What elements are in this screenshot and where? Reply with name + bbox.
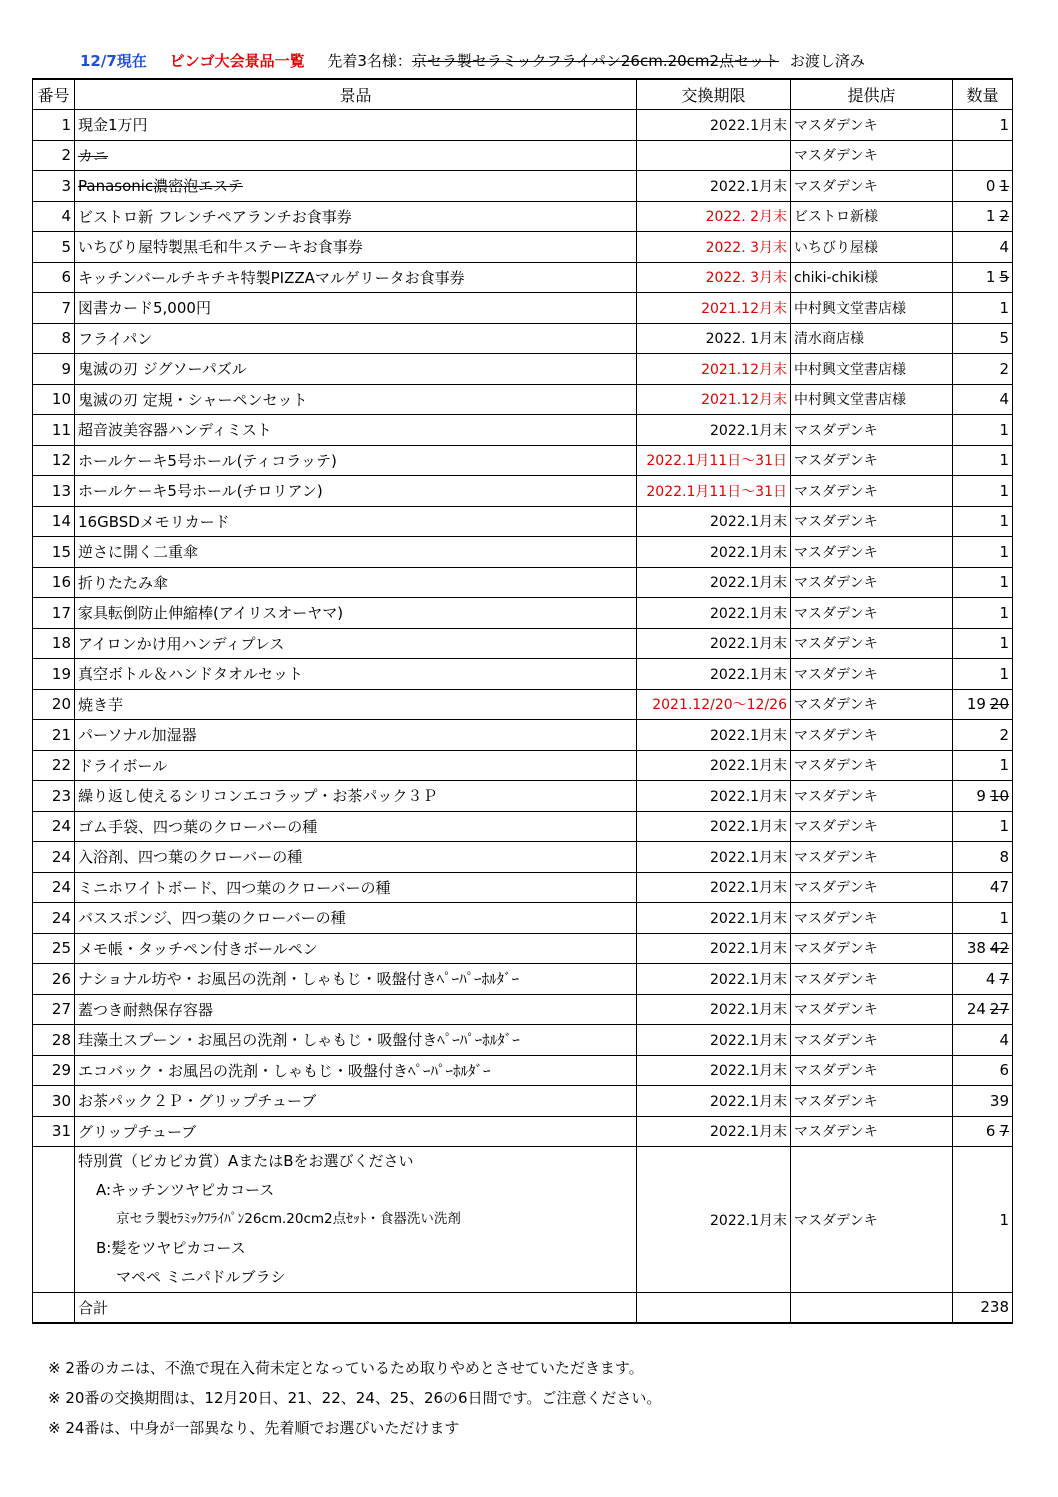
table-header-row — [33, 79, 1013, 110]
special-line-5: マペペ ミニパドルブラシ — [116, 1268, 286, 1286]
prize-name: パーソナル加湿器 — [75, 720, 637, 751]
exchange-deadline: 2022.1月末 — [637, 628, 791, 659]
header-note-item: 京セラ製セラミックフライパン26cm.20cm2点セット — [411, 52, 780, 70]
prize-name: フライパン — [75, 323, 637, 354]
row-number: 20 — [33, 689, 75, 720]
table-row — [33, 659, 1013, 690]
exchange-deadline: 2022.1月末 — [637, 1116, 791, 1147]
quantity — [953, 415, 1013, 446]
quantity — [953, 262, 1013, 293]
quantity-current: 2 — [999, 725, 1009, 744]
quantity — [953, 476, 1013, 507]
table-row — [33, 567, 1013, 598]
exchange-deadline: 2022.1月末 — [637, 872, 791, 903]
table-row — [33, 293, 1013, 324]
quantity-current: 8 — [999, 847, 1009, 866]
row-number: 21 — [33, 720, 75, 751]
quantity-current: 1 — [999, 542, 1009, 561]
row-number: 15 — [33, 537, 75, 568]
row-number: 18 — [33, 628, 75, 659]
special-line-1: 特別賞（ピカピカ賞）AまたはBをお選びください — [78, 1152, 414, 1170]
special-prize-row — [33, 1147, 1013, 1293]
exchange-deadline: 2022.1月11日～31日 — [637, 445, 791, 476]
table-body — [33, 110, 1013, 1147]
prize-name: エコバック・お風呂の洗剤・しゃもじ・吸盤付きﾍﾟｰﾊﾟｰﾎﾙﾀﾞｰ — [75, 1055, 637, 1086]
quantity — [953, 964, 1013, 995]
quantity — [953, 171, 1013, 202]
provider-shop: マスダデンキ — [791, 628, 953, 659]
quantity-old-struck: 27 — [989, 1000, 1009, 1019]
table-row — [33, 781, 1013, 812]
quantity — [953, 384, 1013, 415]
prize-name: 16GBSDメモリカード — [75, 506, 637, 537]
exchange-deadline: 2021.12/20～12/26 — [637, 689, 791, 720]
special-prize-cell — [75, 1147, 637, 1293]
quantity-current: 4 — [985, 969, 996, 988]
provider-shop: マスダデンキ — [791, 1055, 953, 1086]
table-row — [33, 506, 1013, 537]
total-no-cell — [33, 1293, 75, 1323]
provider-shop: マスダデンキ — [791, 933, 953, 964]
quantity — [953, 811, 1013, 842]
table-row — [33, 720, 1013, 751]
quantity — [953, 445, 1013, 476]
quantity — [953, 1025, 1013, 1056]
quantity — [953, 293, 1013, 324]
exchange-deadline: 2022.1月末 — [637, 567, 791, 598]
quantity-current: 1 — [999, 664, 1009, 683]
table-row — [33, 323, 1013, 354]
quantity — [953, 323, 1013, 354]
exchange-deadline: 2022.1月末 — [637, 964, 791, 995]
exchange-deadline: 2022.1月末 — [637, 720, 791, 751]
provider-shop: マスダデンキ — [791, 872, 953, 903]
table-row — [33, 1086, 1013, 1117]
table-row — [33, 537, 1013, 568]
quantity-old-struck: 5 — [999, 268, 1009, 287]
quantity-current: 2 — [999, 359, 1009, 378]
row-number: 24 — [33, 842, 75, 873]
prize-name: 蓋つき耐熱保存容器 — [75, 994, 637, 1025]
special-line-4: B:髪をツヤピカコース — [96, 1239, 246, 1257]
provider-shop: いちびり屋様 — [791, 232, 953, 263]
row-number: 19 — [33, 659, 75, 690]
exchange-deadline: 2022. 3月末 — [637, 262, 791, 293]
row-number: 27 — [33, 994, 75, 1025]
quantity — [953, 1086, 1013, 1117]
row-number: 7 — [33, 293, 75, 324]
provider-shop: マスダデンキ — [791, 171, 953, 202]
prize-name: 鬼滅の刃 ジグソーパズル — [75, 354, 637, 385]
header-note-status: お渡し済み — [789, 52, 865, 70]
table-row — [33, 750, 1013, 781]
prize-name: ミニホワイトボード、四つ葉のクローバーの種 — [75, 872, 637, 903]
special-shop: マスダデンキ — [791, 1147, 953, 1293]
table-row — [33, 262, 1013, 293]
quantity-current: 1 — [999, 908, 1009, 927]
provider-shop: マスダデンキ — [791, 811, 953, 842]
row-number: 9 — [33, 354, 75, 385]
quantity — [953, 537, 1013, 568]
table-row — [33, 110, 1013, 141]
table-row — [33, 1116, 1013, 1147]
quantity-current: 4 — [999, 1030, 1009, 1049]
quantity-current: 1 — [999, 634, 1009, 653]
special-line-2: A:キッチンツヤピカコース — [96, 1181, 275, 1199]
row-number: 24 — [33, 903, 75, 934]
total-row — [33, 1293, 1013, 1323]
quantity-current: 1 — [999, 420, 1009, 439]
row-number: 24 — [33, 872, 75, 903]
quantity — [953, 933, 1013, 964]
prize-name: 折りたたみ傘 — [75, 567, 637, 598]
prize-name: 焼き芋 — [75, 689, 637, 720]
provider-shop: マスダデンキ — [791, 598, 953, 629]
exchange-deadline: 2022.1月末 — [637, 659, 791, 690]
quantity-current: 1 — [999, 817, 1009, 836]
provider-shop: 中村興文堂書店様 — [791, 293, 953, 324]
prize-name: 超音波美容器ハンディミスト — [75, 415, 637, 446]
col-header-no: 番号 — [33, 79, 75, 110]
quantity — [953, 598, 1013, 629]
provider-shop: chiki-chiki様 — [791, 262, 953, 293]
exchange-deadline: 2022.1月末 — [637, 1086, 791, 1117]
exchange-deadline: 2021.12月末 — [637, 384, 791, 415]
prize-name: バススポンジ、四つ葉のクローバーの種 — [75, 903, 637, 934]
exchange-deadline: 2022.1月末 — [637, 1025, 791, 1056]
quantity — [953, 720, 1013, 751]
quantity-current: 0 — [985, 176, 996, 195]
row-number: 4 — [33, 201, 75, 232]
provider-shop: マスダデンキ — [791, 140, 953, 171]
provider-shop: マスダデンキ — [791, 842, 953, 873]
quantity — [953, 903, 1013, 934]
prize-name: いちびり屋特製黒毛和牛ステーキお食事券 — [75, 232, 637, 263]
provider-shop: マスダデンキ — [791, 506, 953, 537]
provider-shop: 清水商店様 — [791, 323, 953, 354]
prize-name: ナショナル坊や・お風呂の洗剤・しゃもじ・吸盤付きﾍﾟｰﾊﾟｰﾎﾙﾀﾞｰ — [75, 964, 637, 995]
exchange-deadline: 2022.1月末 — [637, 994, 791, 1025]
prize-name: 入浴剤、四つ葉のクローバーの種 — [75, 842, 637, 873]
exchange-deadline: 2022.1月末 — [637, 537, 791, 568]
quantity — [953, 506, 1013, 537]
row-number: 30 — [33, 1086, 75, 1117]
provider-shop: マスダデンキ — [791, 964, 953, 995]
quantity-current: 1 — [985, 268, 996, 287]
table-row — [33, 811, 1013, 842]
row-number: 24 — [33, 811, 75, 842]
quantity — [953, 140, 1013, 171]
special-no-cell — [33, 1147, 75, 1293]
provider-shop: マスダデンキ — [791, 537, 953, 568]
col-header-qty: 数量 — [953, 79, 1013, 110]
provider-shop: マスダデンキ — [791, 659, 953, 690]
row-number: 1 — [33, 110, 75, 141]
quantity-current: 38 — [966, 939, 986, 958]
prize-name: お茶パック２Ｐ・グリップチューブ — [75, 1086, 637, 1117]
quantity-current: 1 — [999, 298, 1009, 317]
quantity — [953, 994, 1013, 1025]
prize-name: ゴム手袋、四つ葉のクローバーの種 — [75, 811, 637, 842]
quantity-old-struck: 1 — [999, 176, 1009, 195]
exchange-deadline: 2022.1月末 — [637, 933, 791, 964]
prize-name: 珪藻土スプーン・お風呂の洗剤・しゃもじ・吸盤付きﾍﾟｰﾊﾟｰﾎﾙﾀﾞｰ — [75, 1025, 637, 1056]
quantity-old-struck: 42 — [989, 939, 1009, 958]
prize-name: 鬼滅の刃 定規・シャーペンセット — [75, 384, 637, 415]
header-note-prefix: 先着3名様： — [327, 52, 412, 70]
table-row — [33, 628, 1013, 659]
quantity — [953, 628, 1013, 659]
exchange-deadline: 2022.1月末 — [637, 842, 791, 873]
row-number: 25 — [33, 933, 75, 964]
row-number: 26 — [33, 964, 75, 995]
exchange-deadline: 2022.1月末 — [637, 506, 791, 537]
prize-name: キッチンバールチキチキ特製PIZZAマルゲリータお食事券 — [75, 262, 637, 293]
exchange-deadline: 2022. 3月末 — [637, 232, 791, 263]
exchange-deadline: 2022.1月末 — [637, 598, 791, 629]
row-number: 6 — [33, 262, 75, 293]
exchange-deadline: 2022.1月末 — [637, 903, 791, 934]
prize-name: メモ帳・タッチペン付きボールペン — [75, 933, 637, 964]
exchange-deadline — [637, 140, 791, 171]
provider-shop: マスダデンキ — [791, 750, 953, 781]
footnote: ※ 2番のカニは、不漁で現在入荷未定となっているため取りやめとさせていただきます。 — [48, 1359, 644, 1377]
footnote: ※ 20番の交換期間は、12月20日、21、22、24、25、26の6日間です。ご注意ください。 — [48, 1389, 662, 1407]
prize-name: グリップチューブ — [75, 1116, 637, 1147]
provider-shop: ビストロ新様 — [791, 201, 953, 232]
provider-shop: 中村興文堂書店様 — [791, 384, 953, 415]
total-label: 合計 — [75, 1293, 637, 1323]
quantity-current: 24 — [966, 1000, 986, 1019]
quantity-old-struck: 20 — [989, 695, 1009, 714]
row-number: 12 — [33, 445, 75, 476]
prize-name: ビストロ新 フレンチペアランチお食事券 — [75, 201, 637, 232]
footnotes — [48, 1353, 661, 1443]
quantity-old-struck: 7 — [999, 1122, 1009, 1141]
table-row — [33, 964, 1013, 995]
provider-shop: マスダデンキ — [791, 445, 953, 476]
row-number: 10 — [33, 384, 75, 415]
table-row — [33, 1025, 1013, 1056]
prize-name: ホールケーキ5号ホール(ティコラッテ) — [75, 445, 637, 476]
provider-shop: マスダデンキ — [791, 110, 953, 141]
quantity-current: 1 — [985, 207, 996, 226]
quantity-current: 1 — [999, 481, 1009, 500]
quantity-current: 1 — [999, 451, 1009, 470]
table-row — [33, 994, 1013, 1025]
provider-shop: マスダデンキ — [791, 903, 953, 934]
special-line-3: 京セラ製ｾﾗﾐｯｸﾌﾗｲﾊﾟﾝ26cm.20cm2点ｾｯﾄ・食器洗い洗剤 — [116, 1211, 461, 1227]
quantity — [953, 689, 1013, 720]
quantity — [953, 842, 1013, 873]
table-row — [33, 415, 1013, 446]
prize-name: ドライボール — [75, 750, 637, 781]
quantity — [953, 781, 1013, 812]
table-row — [33, 445, 1013, 476]
quantity-current: 4 — [999, 390, 1009, 409]
page-header — [80, 50, 1040, 72]
quantity-current: 1 — [999, 573, 1009, 592]
page-title: ビンゴ大会景品一覧 — [169, 52, 305, 70]
quantity-current: 1 — [999, 512, 1009, 531]
quantity-current: 9 — [976, 786, 986, 805]
table-row — [33, 354, 1013, 385]
table-row — [33, 842, 1013, 873]
provider-shop: マスダデンキ — [791, 567, 953, 598]
provider-shop: マスダデンキ — [791, 689, 953, 720]
quantity-current: 1 — [999, 603, 1009, 622]
col-header-shop: 提供店 — [791, 79, 953, 110]
quantity-current: 19 — [966, 695, 986, 714]
table-row — [33, 201, 1013, 232]
exchange-deadline: 2022.1月末 — [637, 415, 791, 446]
row-number: 29 — [33, 1055, 75, 1086]
table-row — [33, 140, 1013, 171]
quantity — [953, 659, 1013, 690]
provider-shop: マスダデンキ — [791, 1025, 953, 1056]
quantity-old-struck: 2 — [999, 207, 1009, 226]
exchange-deadline: 2021.12月末 — [637, 354, 791, 385]
provider-shop: マスダデンキ — [791, 476, 953, 507]
exchange-deadline: 2022.1月11日～31日 — [637, 476, 791, 507]
table-row — [33, 903, 1013, 934]
quantity — [953, 1116, 1013, 1147]
provider-shop: マスダデンキ — [791, 415, 953, 446]
row-number: 11 — [33, 415, 75, 446]
prize-table — [32, 78, 1013, 1324]
quantity-current: 47 — [989, 878, 1009, 897]
exchange-deadline: 2022.1月末 — [637, 110, 791, 141]
quantity — [953, 354, 1013, 385]
special-date: 2022.1月末 — [637, 1147, 791, 1293]
table-row — [33, 689, 1013, 720]
prize-name: 現金1万円 — [75, 110, 637, 141]
row-number: 8 — [33, 323, 75, 354]
quantity — [953, 872, 1013, 903]
exchange-deadline: 2022.1月末 — [637, 811, 791, 842]
footnote: ※ 24番は、中身が一部異なり、先着順でお選びいただけます — [48, 1419, 460, 1437]
prize-name: ホールケーキ5号ホール(チロリアン) — [75, 476, 637, 507]
table-row — [33, 476, 1013, 507]
prize-name: Panasonic濃密泡エステ — [75, 171, 637, 202]
quantity — [953, 567, 1013, 598]
row-number: 17 — [33, 598, 75, 629]
total-qty: 238 — [953, 1293, 1013, 1323]
exchange-deadline: 2022. 1月末 — [637, 323, 791, 354]
prize-name: 真空ボトル＆ハンドタオルセット — [75, 659, 637, 690]
row-number: 22 — [33, 750, 75, 781]
col-header-date: 交換期限 — [637, 79, 791, 110]
total-date-cell — [637, 1293, 791, 1323]
quantity-current: 5 — [999, 329, 1009, 348]
table-row — [33, 232, 1013, 263]
prize-name: カニ — [75, 140, 637, 171]
row-number: 14 — [33, 506, 75, 537]
table-row — [33, 171, 1013, 202]
provider-shop: マスダデンキ — [791, 781, 953, 812]
exchange-deadline: 2022.1月末 — [637, 171, 791, 202]
prize-name: 繰り返し使えるシリコンエコラップ・お茶パック３Ｐ — [75, 781, 637, 812]
col-header-name: 景品 — [75, 79, 637, 110]
exchange-deadline: 2022.1月末 — [637, 781, 791, 812]
row-number: 5 — [33, 232, 75, 263]
quantity-current: 39 — [989, 1091, 1009, 1110]
prize-name: アイロンかけ用ハンディプレス — [75, 628, 637, 659]
exchange-deadline: 2022. 2月末 — [637, 201, 791, 232]
provider-shop: マスダデンキ — [791, 1086, 953, 1117]
row-number: 13 — [33, 476, 75, 507]
quantity — [953, 201, 1013, 232]
provider-shop: 中村興文堂書店様 — [791, 354, 953, 385]
table-row — [33, 598, 1013, 629]
special-qty: 1 — [953, 1147, 1013, 1293]
prize-name: 逆さに開く二重傘 — [75, 537, 637, 568]
provider-shop: マスダデンキ — [791, 994, 953, 1025]
row-number: 2 — [33, 140, 75, 171]
quantity — [953, 1055, 1013, 1086]
quantity-old-struck: 7 — [999, 969, 1009, 988]
quantity-current: 6 — [985, 1122, 996, 1141]
total-shop-cell — [791, 1293, 953, 1323]
quantity-current: 1 — [999, 756, 1009, 775]
quantity — [953, 750, 1013, 781]
exchange-deadline: 2022.1月末 — [637, 1055, 791, 1086]
row-number: 3 — [33, 171, 75, 202]
quantity-current: 4 — [999, 237, 1009, 256]
table-row — [33, 384, 1013, 415]
provider-shop: マスダデンキ — [791, 1116, 953, 1147]
table-row — [33, 872, 1013, 903]
table-row — [33, 1055, 1013, 1086]
quantity-old-struck: 10 — [989, 786, 1009, 805]
quantity-current: 1 — [999, 115, 1009, 134]
row-number: 31 — [33, 1116, 75, 1147]
quantity — [953, 232, 1013, 263]
row-number: 23 — [33, 781, 75, 812]
provider-shop: マスダデンキ — [791, 720, 953, 751]
prize-name: 家具転倒防止伸縮棒(アイリスオーヤマ) — [75, 598, 637, 629]
quantity — [953, 110, 1013, 141]
row-number: 28 — [33, 1025, 75, 1056]
quantity-current: 6 — [999, 1061, 1009, 1080]
exchange-deadline: 2022.1月末 — [637, 750, 791, 781]
header-date: 12/7現在 — [80, 52, 147, 70]
table-row — [33, 933, 1013, 964]
prize-name: 図書カード5,000円 — [75, 293, 637, 324]
exchange-deadline: 2021.12月末 — [637, 293, 791, 324]
row-number: 16 — [33, 567, 75, 598]
